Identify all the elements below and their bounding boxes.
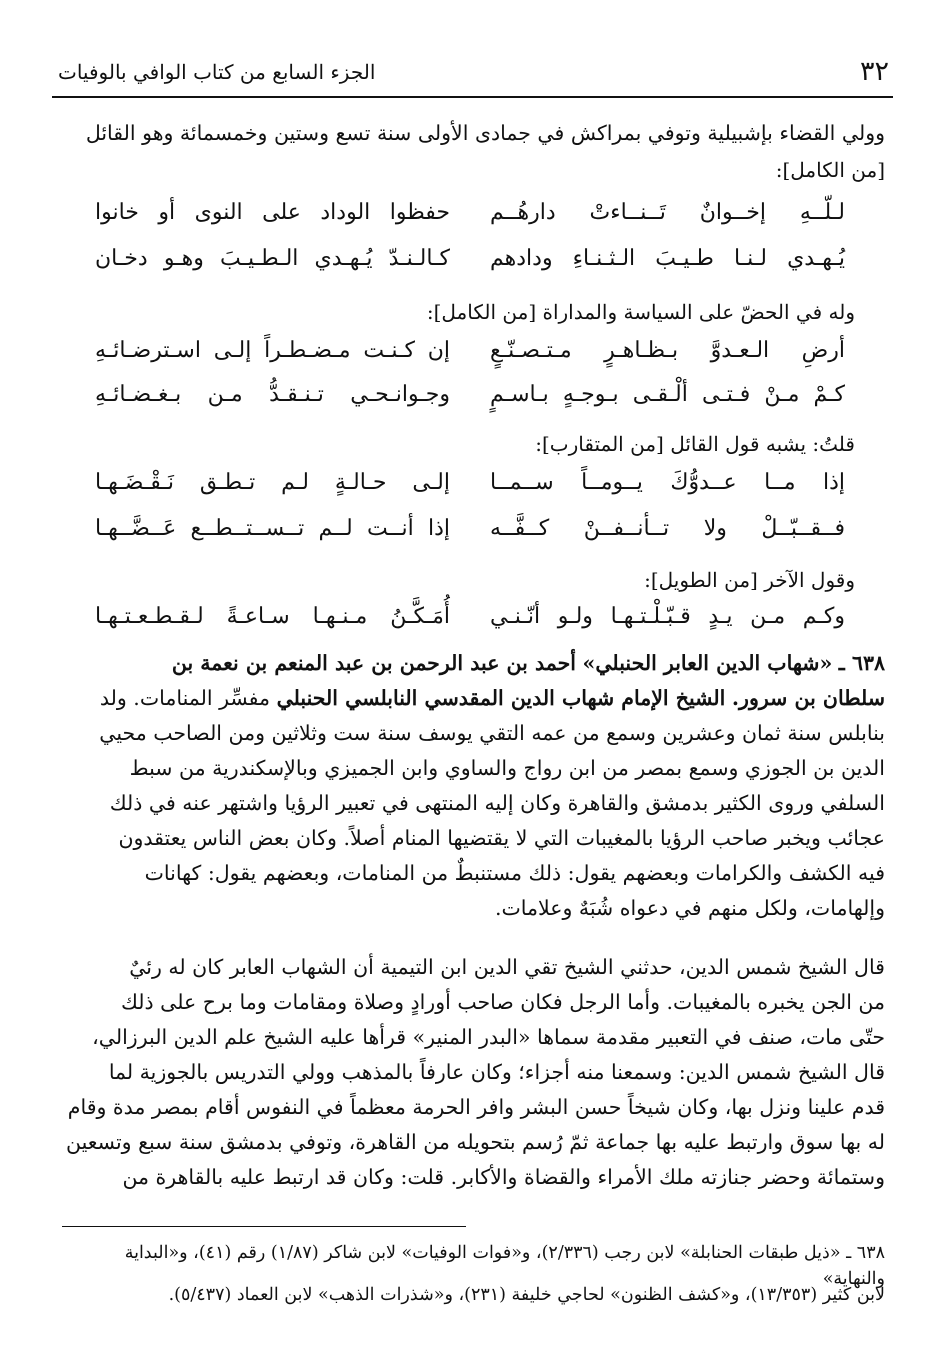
running-title: الجزء السابع من كتاب الوافي بالوفيات xyxy=(58,60,376,84)
poem4-verse-1 xyxy=(95,604,845,638)
entry-name-cont: سلطان بن سرور. xyxy=(731,686,885,710)
para2-line: وستمائة وحضر جنازته ملك الأمراء والقضاة والأكابر. قلت: وكان قد ارتبط عليه بالقاهرة من xyxy=(122,1165,885,1189)
entry-name: أحمد بن عبد الرحمن بن عبد المنعم بن نعمة بن xyxy=(171,651,576,675)
entry-line-end: مفسِّر المنامات. ولد xyxy=(99,686,271,710)
footnote-line: لابن كثير (١٣/٣٥٣)، و«كشف الظنون» لحاجي خليفة (٢٣١)، و«شذرات الذهب» لابن العماد (٥/٤٣٧). xyxy=(168,1285,885,1305)
poem1-verse-1 xyxy=(95,200,845,234)
poem3-verse-2 xyxy=(95,516,845,550)
hemistich-first: إذا مــا عــدوُّكَ يــومــاً ســمــا xyxy=(490,470,845,495)
poem3-verse-1 xyxy=(95,470,845,504)
entry-line: السلفي وروى الكثير بدمشق والقاهرة وكان إليه المنتهى في تعبير الرؤيا واشتهر عنه في ذلك xyxy=(109,791,885,815)
para2-line: قال الشيخ شمس الدين، حدثني الشيخ تقي الدين ابن التيمية أن الشهاب العابر كان له رئيٌ xyxy=(129,955,885,979)
entry-title: «شهاب الدين العابر الحنبلي» xyxy=(582,651,833,675)
entry-line: وإلهامات، ولكل منهم في دعواه شُبَهٌ وعلامات. xyxy=(494,896,885,920)
hemistich-second: إذا أنــت لــم تــســتــطــع عَــضَّــهـا xyxy=(95,516,450,541)
opening-line-2: [من الكامل]: xyxy=(775,158,885,182)
entry-line: بنابلس سنة ثمان وعشرين وسمع من عمه التقي يوسف سنة ست وثلاثين ومن الصاحب محيي xyxy=(99,721,885,745)
hemistich-first: أرضِ الـعـدوَّ بـظـاهـرٍ مـتـصـنّـعٍ xyxy=(490,338,845,363)
hemistich-second: كـالـنـدّ يُـهـدي الـطـيـبَ وهـو دخـان xyxy=(95,246,450,271)
poem2-verse-2 xyxy=(95,382,845,416)
poem2-intro: وله في الحضّ على السياسة والمداراة [من الكامل]: xyxy=(426,300,855,324)
entry-line: عجائب ويخبر صاحب الرؤيا بالمغيبات التي لا يقتضيها المنام أصلاً. وكان بعض الناس يعتقدون xyxy=(118,826,885,850)
footnote-line: ٦٣٨ ـ «ذيل طبقات الحنابلة» لابن رجب (٢/٣٣٦)، و«فوات الوفيات» لابن شاكر (١/٨٧) رقم (٤١)، و«البداية والنهاية» xyxy=(124,1243,885,1289)
hemistich-first: فــقــبّــلْ ولا تــأنــفــنْ كــفَّــه xyxy=(490,516,845,541)
hemistich-second: إلـى حـالـةٍ لـم تـطـق نَـقْـضَـهـا xyxy=(95,470,450,495)
entry-line: الدين بن الجوزي وسمع بمصر من ابن رواج والساوي وابن الجميزي وبالإسكندرية من سبط xyxy=(129,756,885,780)
hemistich-second: إن كـنـت مـضـطـراً إلـى اسـترضـائـهِ xyxy=(95,338,450,363)
footnote-rule xyxy=(62,1226,466,1227)
hemistich-first: كـمْ مـنْ فـتـى ألْـقـى بـوجـهٍ بـاسـمٍ xyxy=(490,382,845,407)
para2-line: له بها سوق وارتبط عليه بها جماعة ثمّ رُسم بتحويله من القاهرة، وتوفي بدمشق سنة سبع وتسعين xyxy=(65,1130,885,1154)
header-rule xyxy=(52,96,893,98)
poem3-intro: قلتُ: يشبه قول القائل [من المتقارب]: xyxy=(535,432,855,456)
para2-line: من الجن يخبره بالمغيبات. وأما الرجل فكان صاحب أورادٍ وصلاة ومقامات وما برح على ذلك xyxy=(120,990,885,1014)
para2-line: حتّى مات، صنف في التعبير مقدمة سماها «البدر المنير» قرأها عليه الشيخ علم الدين البرزالي، xyxy=(92,1025,885,1049)
entry-638-heading xyxy=(60,646,885,681)
hemistich-second: حفظوا الوداد على النوى أو خانوا xyxy=(95,200,450,225)
page-header xyxy=(52,52,893,98)
para2-line: قال الشيخ شمس الدين: وسمعنا منه أجزاء؛ وكان عارفاً بالمذهب وولي التدريس بالجوزية لما xyxy=(108,1060,885,1084)
hemistich-first: يُـهـدي لـنـا طـيـبَ الـثـنـاءِ ودادهم xyxy=(490,246,845,271)
hemistich-first: لـلّــهِ إخــوانٌ تَــنــاءتْ دارهُــم xyxy=(490,200,845,225)
hemistich-first: وكـم مـن يـدٍ قـبّـلْـتـهـا ولـو أنّـنـي xyxy=(490,604,845,629)
poem4-intro: وقول الآخر [من الطويل]: xyxy=(644,568,855,592)
entry-epithet: الشيخ الإمام شهاب الدين المقدسي النابلسي الحنبلي xyxy=(276,686,726,710)
poem1-verse-2 xyxy=(95,246,845,280)
entry-638-line-2 xyxy=(60,681,885,716)
poem2-verse-1 xyxy=(95,338,845,372)
entry-line: فيه الكشف والكرامات وبعضهم يقول: ذلك مستنبطٌ من المنامات، وبعضهم يقول: كهانات xyxy=(144,861,885,885)
opening-line-1: وولي القضاء بإشبيلية وتوفي بمراكش في جمادى الأولى سنة تسع وستين وخمسمائة وهو القائل xyxy=(85,121,885,145)
hemistich-second: وجـوانـحـي تـنـقـدُّ مـن بـغـضـائـهِ xyxy=(95,382,450,407)
entry-number: ٦٣٨ ـ xyxy=(838,651,885,675)
hemistich-second: أُمَـكَّـنُ مـنـهـا سـاعـةً لـقـطـعـتـهـا xyxy=(95,604,450,629)
para2-line: قدم علينا ونزل بها، وكان شيخاً حسن البشر وافر الحرمة معظماً في النفوس أقام بمصر مدة وقام xyxy=(67,1095,885,1119)
page-number: ٣٢ xyxy=(859,56,889,87)
